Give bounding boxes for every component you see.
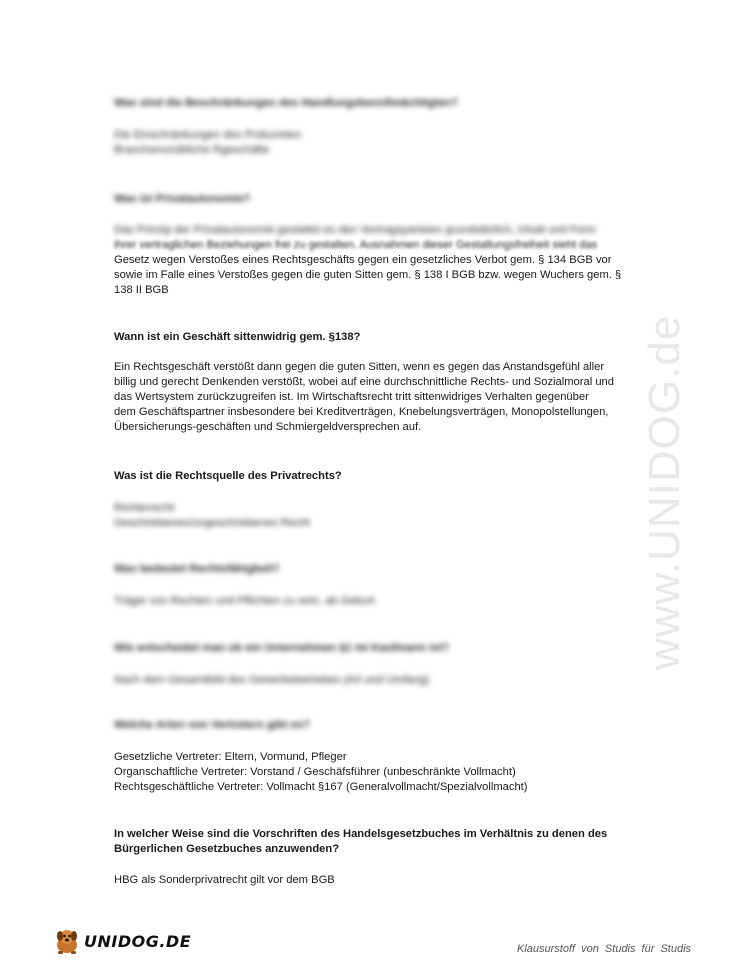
logo-text: UNIDOG.DE: [84, 931, 192, 951]
answer-line: Nach dem Gesamtbild des Gewerbebetriebes (Art und Umfang): [114, 674, 430, 686]
answer-line: Geschriebenes/ungeschriebenes Recht: [114, 517, 310, 529]
qa-section: [114, 641, 642, 688]
dog-mascot-icon: [52, 926, 82, 956]
question: Bürgerlichen Gesetzbuches anzuwenden?: [114, 843, 340, 855]
answer-line: Rechtsgeschäftliche Vertreter: Vollmacht §167 (Generalvollmacht/Spezialvollmacht): [114, 781, 528, 793]
answer-line: Übersicherungs-geschäften und Schmiergeldversprechen auf.: [114, 421, 422, 433]
question: Was ist die Rechtsquelle des Privatrechts?: [114, 470, 342, 482]
question: Welche Arten von Vertretern gibt es?: [114, 719, 310, 731]
answer-line: Richterrecht: [114, 502, 175, 514]
question: Was sind die Beschränkungen des Handlungsbevollmächtigten?: [114, 97, 458, 109]
footer-tagline: Klausurstoff von Studis für Studis: [517, 943, 692, 955]
answer-line: Gesetzliche Vertreter: Eltern, Vormund, Pfleger: [114, 751, 347, 763]
watermark: www.UNIDOG.de: [640, 314, 689, 670]
answer-line: billig und gerecht Denkenden verstößt, wobei auf eine durchschnittliche Rechts- und Sozialmoral und: [114, 376, 614, 388]
answer-line: Ein Rechtsgeschäft verstößt dann gegen die guten Sitten, wenn es gegen das Anstandsgefühl aller: [114, 361, 605, 373]
answer-line: Gesetz wegen Verstoßes eines Rechtsgeschäfts gegen ein gesetzliches Verbot gem. § 134 BGB vor: [114, 254, 612, 266]
answer-line: Branchenunübliche Rgeschäfte: [114, 144, 270, 156]
qa-section: [114, 330, 642, 435]
answer-line: Träger von Rechten und Pflichten zu sein, ab Geburt: [114, 595, 375, 607]
answer-line: das Wertsystem zurückzugreifen ist. Im Wirtschaftsrecht tritt sittenwidriges Verhalten gegenüber: [114, 391, 589, 403]
qa-section: [114, 96, 642, 158]
question: In welcher Weise sind die Vorschriften des Handelsgesetzbuches im Verhältnis zu denen des: [114, 828, 608, 840]
answer-line: 138 II BGB: [114, 284, 169, 296]
answer-line: Das Prinzip der Privatautonomie gestattet es den Vertragsparteien grundsätzlich, Inhalt und Form: [114, 224, 596, 236]
answer-line: ihrer vertraglichen Beziehungen frei zu gestalten. Ausnahmen dieser Gestaltungsfreiheit sieht das: [114, 239, 598, 251]
qa-section: [114, 562, 642, 609]
qa-section: [114, 469, 642, 531]
footer-logo: [52, 926, 191, 956]
answer-line: dem Geschäftspartner insbesondere bei Kreditverträgen, Knebelungsverträgen, Monopolstellungen,: [114, 406, 609, 418]
qa-section: [114, 192, 642, 298]
question: Wann ist ein Geschäft sittenwidrig gem. §138?: [114, 331, 361, 343]
qa-section: [114, 718, 642, 795]
answer-line: Organschaftliche Vertreter: Vorstand / Geschäfsführer (unbeschränkte Vollmacht): [114, 766, 516, 778]
question: Was ist Privatautonomie?: [114, 193, 251, 205]
answer-line: Die Einschränkungen des Prokuristen: [114, 129, 302, 141]
question: Wie entscheidet man ob ein Unternehmen §1 Ist Kaufmann ist?: [114, 642, 449, 654]
answer-line: HBG als Sonderprivatrecht gilt vor dem BGB: [114, 874, 335, 886]
question: Was bedeutet Rechtsfähigkeit?: [114, 563, 280, 575]
answer-line: sowie im Falle eines Verstoßes gegen die guten Sitten gem. § 138 I BGB bzw. wegen Wuchers gem. §: [114, 269, 622, 281]
qa-section: [114, 827, 642, 888]
